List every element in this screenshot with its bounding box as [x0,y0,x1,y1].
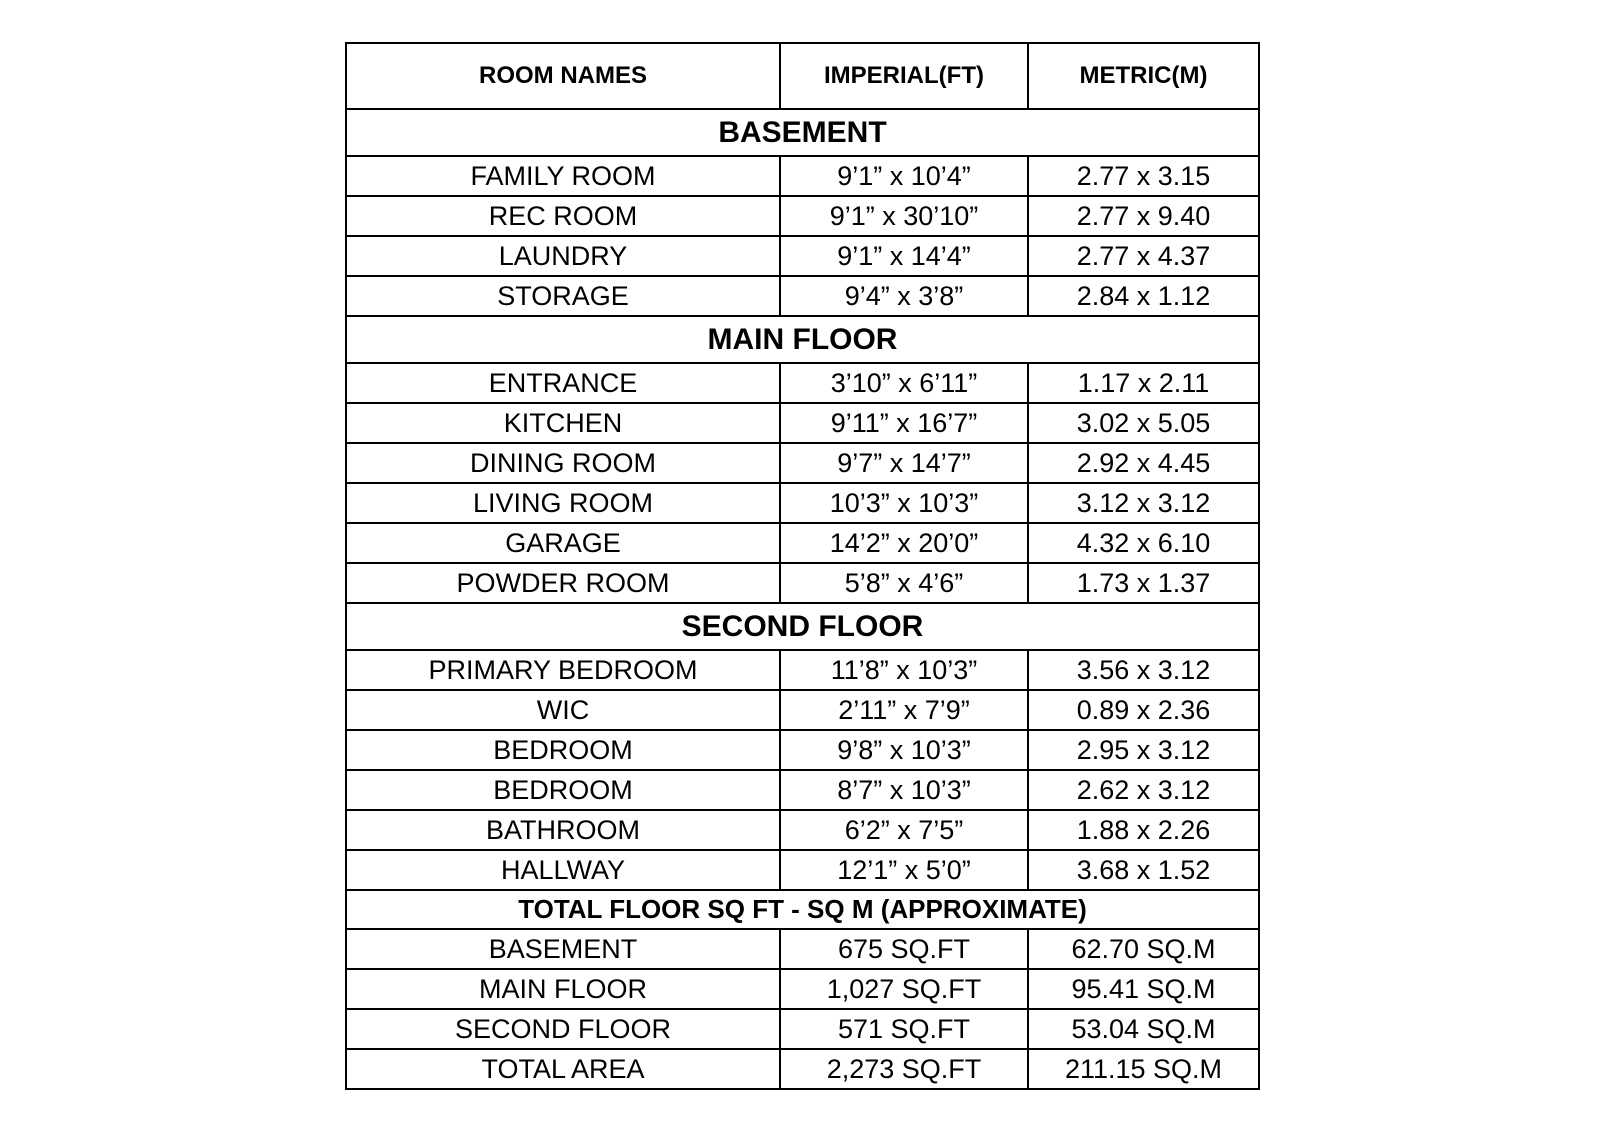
room-imperial: 11’8” x 10’3” [780,650,1028,690]
room-metric: 0.89 x 2.36 [1028,690,1259,730]
room-metric: 2.77 x 4.37 [1028,236,1259,276]
table-row [346,196,1259,236]
room-name: POWDER ROOM [346,563,780,603]
table-row [346,403,1259,443]
table-row [346,730,1259,770]
floor-area-imperial: 675 SQ.FT [780,929,1028,969]
room-name: GARAGE [346,523,780,563]
room-imperial: 10’3” x 10’3” [780,483,1028,523]
table-row [346,969,1259,1009]
totals-title: TOTAL FLOOR SQ FT - SQ M (APPROXIMATE) [346,890,1259,929]
room-imperial: 6’2” x 7’5” [780,810,1028,850]
table-row [346,1049,1259,1089]
room-imperial: 5’8” x 4’6” [780,563,1028,603]
section-row-main-floor [346,316,1259,363]
table-row [346,650,1259,690]
room-name: BEDROOM [346,770,780,810]
room-name: DINING ROOM [346,443,780,483]
table-header-row [346,43,1259,109]
floor-area-imperial: 2,273 SQ.FT [780,1049,1028,1089]
table-row [346,1009,1259,1049]
floor-area-metric: 62.70 SQ.M [1028,929,1259,969]
room-imperial: 2’11” x 7’9” [780,690,1028,730]
table-row [346,810,1259,850]
room-imperial: 12’1” x 5’0” [780,850,1028,890]
floor-area-imperial: 571 SQ.FT [780,1009,1028,1049]
room-name: PRIMARY BEDROOM [346,650,780,690]
room-imperial: 9’8” x 10’3” [780,730,1028,770]
table-row [346,363,1259,403]
room-name: HALLWAY [346,850,780,890]
room-metric: 2.77 x 9.40 [1028,196,1259,236]
table-row [346,563,1259,603]
room-metric: 3.56 x 3.12 [1028,650,1259,690]
table-row [346,690,1259,730]
room-dimensions-sheet [345,42,1258,1090]
table-row [346,276,1259,316]
room-imperial: 9’11” x 16’7” [780,403,1028,443]
floor-name: TOTAL AREA [346,1049,780,1089]
room-metric: 2.84 x 1.12 [1028,276,1259,316]
floor-area-imperial: 1,027 SQ.FT [780,969,1028,1009]
room-imperial: 3’10” x 6’11” [780,363,1028,403]
floor-name: BASEMENT [346,929,780,969]
section-title: MAIN FLOOR [346,316,1259,363]
header-room-names: ROOM NAMES [346,43,780,109]
room-imperial: 9’1” x 30’10” [780,196,1028,236]
room-name: BEDROOM [346,730,780,770]
table-row [346,850,1259,890]
floor-area-metric: 95.41 SQ.M [1028,969,1259,1009]
section-row-basement [346,109,1259,156]
room-imperial: 8’7” x 10’3” [780,770,1028,810]
room-name: FAMILY ROOM [346,156,780,196]
room-metric: 1.88 x 2.26 [1028,810,1259,850]
room-metric: 2.92 x 4.45 [1028,443,1259,483]
section-title: BASEMENT [346,109,1259,156]
section-title: SECOND FLOOR [346,603,1259,650]
room-metric: 3.68 x 1.52 [1028,850,1259,890]
room-name: LAUNDRY [346,236,780,276]
room-imperial: 9’1” x 14’4” [780,236,1028,276]
room-metric: 3.02 x 5.05 [1028,403,1259,443]
room-name: WIC [346,690,780,730]
room-name: STORAGE [346,276,780,316]
table-row [346,929,1259,969]
table-row [346,523,1259,563]
table-row [346,483,1259,523]
table-row [346,770,1259,810]
room-imperial: 14’2” x 20’0” [780,523,1028,563]
table-row [346,443,1259,483]
room-imperial: 9’1” x 10’4” [780,156,1028,196]
room-name: REC ROOM [346,196,780,236]
room-metric: 3.12 x 3.12 [1028,483,1259,523]
room-metric: 1.73 x 1.37 [1028,563,1259,603]
room-metric: 1.17 x 2.11 [1028,363,1259,403]
room-name: ENTRANCE [346,363,780,403]
room-name: LIVING ROOM [346,483,780,523]
header-metric: METRIC(M) [1028,43,1259,109]
room-name: BATHROOM [346,810,780,850]
table-row [346,156,1259,196]
room-imperial: 9’7” x 14’7” [780,443,1028,483]
section-row-totals [346,890,1259,929]
section-row-second-floor [346,603,1259,650]
floor-area-metric: 211.15 SQ.M [1028,1049,1259,1089]
floor-name: SECOND FLOOR [346,1009,780,1049]
room-imperial: 9’4” x 3’8” [780,276,1028,316]
table-row [346,236,1259,276]
room-dimensions-table [345,42,1260,1090]
header-imperial: IMPERIAL(FT) [780,43,1028,109]
room-metric: 4.32 x 6.10 [1028,523,1259,563]
room-name: KITCHEN [346,403,780,443]
room-metric: 2.95 x 3.12 [1028,730,1259,770]
room-metric: 2.77 x 3.15 [1028,156,1259,196]
floor-area-metric: 53.04 SQ.M [1028,1009,1259,1049]
room-metric: 2.62 x 3.12 [1028,770,1259,810]
floor-name: MAIN FLOOR [346,969,780,1009]
